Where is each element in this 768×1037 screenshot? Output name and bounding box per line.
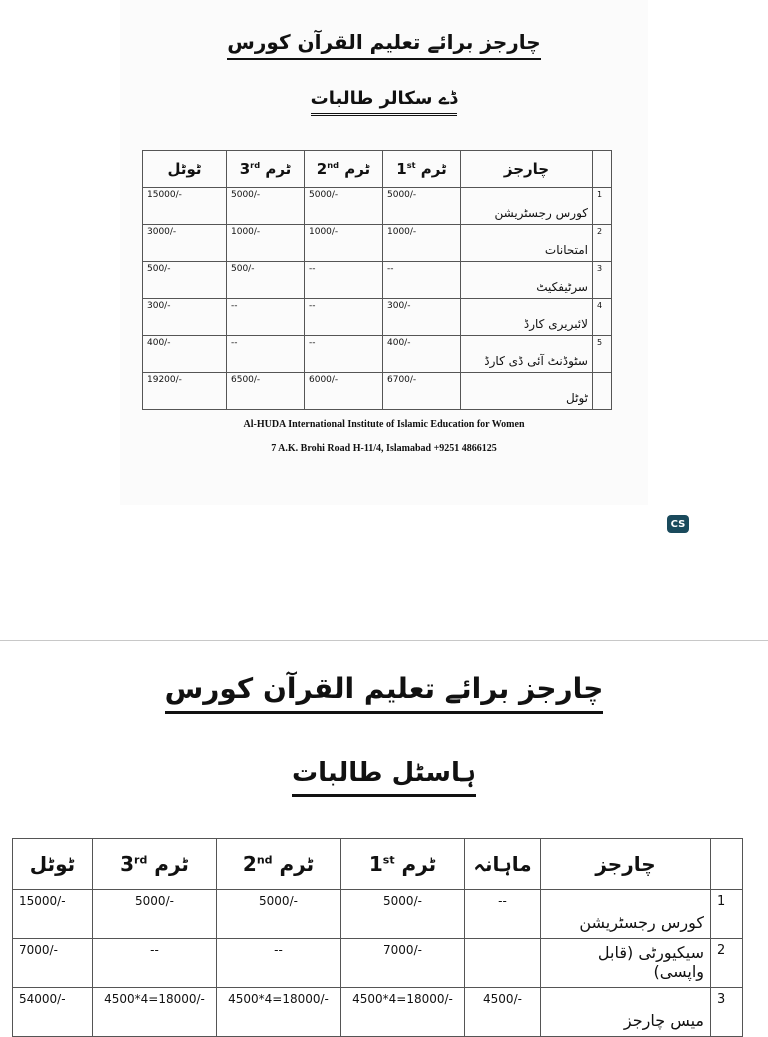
cell-index: 1 <box>593 188 612 225</box>
institute-address: 7 A.K. Brohi Road H-11/4, Islamabad +9251 4866125 <box>271 443 497 454</box>
cell-total: 400/- <box>143 336 227 373</box>
cell-term-1: 1000/- <box>383 225 461 262</box>
cell-charge-label: سیکیورٹی (قابل واپسی) <box>541 939 711 988</box>
cell-term-2: -- <box>305 299 383 336</box>
table-row <box>13 939 743 988</box>
cell-term-3: -- <box>227 336 305 373</box>
cell-index: 2 <box>593 225 612 262</box>
institute-name: Al-HUDA International Institute of Islamic Education for Women <box>243 419 525 430</box>
cell-term-1: 6700/- <box>383 373 461 410</box>
cell-term-1: 4500*4=18000/- <box>341 988 465 1037</box>
header-index <box>593 151 612 188</box>
table-row <box>143 225 612 262</box>
cell-term-1: 400/- <box>383 336 461 373</box>
header-monthly: ماہانہ <box>465 839 541 890</box>
cell-charge-label: سٹوڈنٹ آئی ڈی کارڈ <box>461 336 593 373</box>
cell-index: 4 <box>593 299 612 336</box>
cell-total: 3000/- <box>143 225 227 262</box>
table-header-row <box>143 151 612 188</box>
table-row <box>143 336 612 373</box>
header-term-2: 2nd ٹرم <box>217 839 341 890</box>
cell-term-1: 5000/- <box>383 188 461 225</box>
cell-term-2: -- <box>305 336 383 373</box>
cell-term-2: -- <box>305 262 383 299</box>
header-charges: چارجز <box>541 839 711 890</box>
cell-term-3: 500/- <box>227 262 305 299</box>
cell-term-3: 1000/- <box>227 225 305 262</box>
cell-charge-label: کورس رجسٹریشن <box>541 890 711 939</box>
table-row-total <box>143 373 612 410</box>
cell-total: 54000/- <box>13 988 93 1037</box>
header-total: ٹوٹل <box>13 839 93 890</box>
cell-index: 3 <box>711 988 743 1037</box>
doc1-title: چارجز برائے تعلیم القرآن کورس <box>0 30 768 54</box>
cell-term-1: 5000/- <box>341 890 465 939</box>
header-index <box>711 839 743 890</box>
cell-total: 19200/- <box>143 373 227 410</box>
cell-term-2: 4500*4=18000/- <box>217 988 341 1037</box>
table-row <box>13 890 743 939</box>
camscanner-badge-icon: CS <box>667 515 689 533</box>
cell-term-2: 5000/- <box>217 890 341 939</box>
table-row <box>143 188 612 225</box>
cell-index <box>593 373 612 410</box>
cell-charge-label: ٹوٹل <box>461 373 593 410</box>
doc1-subtitle: ڈے سکالر طالبات <box>0 88 768 109</box>
header-term-3: 3rd ٹرم <box>227 151 305 188</box>
cell-total: 300/- <box>143 299 227 336</box>
cell-total: 15000/- <box>13 890 93 939</box>
cell-term-3: -- <box>227 299 305 336</box>
cell-charge-label: امتحانات <box>461 225 593 262</box>
cell-charge-label: کورس رجسٹریشن <box>461 188 593 225</box>
cell-total: 7000/- <box>13 939 93 988</box>
cell-monthly <box>465 939 541 988</box>
doc2-subtitle: ہاسٹل طالبات <box>0 758 768 788</box>
header-term-3: 3rd ٹرم <box>93 839 217 890</box>
day-scholar-fee-table <box>142 150 612 410</box>
cell-charge-label: لائبریری کارڈ <box>461 299 593 336</box>
cell-monthly: -- <box>465 890 541 939</box>
cell-index: 1 <box>711 890 743 939</box>
header-term-1: 1st ٹرم <box>341 839 465 890</box>
cell-index: 5 <box>593 336 612 373</box>
cell-charge-label: میس چارجز <box>541 988 711 1037</box>
table-header-row <box>13 839 743 890</box>
cell-index: 2 <box>711 939 743 988</box>
cell-term-1: 300/- <box>383 299 461 336</box>
header-term-2: 2nd ٹرم <box>305 151 383 188</box>
table-row <box>13 988 743 1037</box>
cell-term-1: -- <box>383 262 461 299</box>
header-charges: چارجز <box>461 151 593 188</box>
cell-term-2: 1000/- <box>305 225 383 262</box>
header-term-1: 1st ٹرم <box>383 151 461 188</box>
hostel-fee-table <box>12 838 743 1037</box>
cell-term-2: 6000/- <box>305 373 383 410</box>
cell-term-2: 5000/- <box>305 188 383 225</box>
table-row <box>143 262 612 299</box>
cell-term-2: -- <box>217 939 341 988</box>
cell-term-3: 4500*4=18000/- <box>93 988 217 1037</box>
cell-term-3: 5000/- <box>93 890 217 939</box>
doc2-title: چارجز برائے تعلیم القرآن کورس <box>0 672 768 705</box>
cell-monthly: 4500/- <box>465 988 541 1037</box>
cell-term-3: -- <box>93 939 217 988</box>
cell-total: 15000/- <box>143 188 227 225</box>
header-total: ٹوٹل <box>143 151 227 188</box>
page-divider <box>0 640 768 641</box>
table-row <box>143 299 612 336</box>
cell-term-3: 5000/- <box>227 188 305 225</box>
cell-index: 3 <box>593 262 612 299</box>
cell-term-1: 7000/- <box>341 939 465 988</box>
cell-total: 500/- <box>143 262 227 299</box>
cell-charge-label: سرٹیفکیٹ <box>461 262 593 299</box>
cell-term-3: 6500/- <box>227 373 305 410</box>
